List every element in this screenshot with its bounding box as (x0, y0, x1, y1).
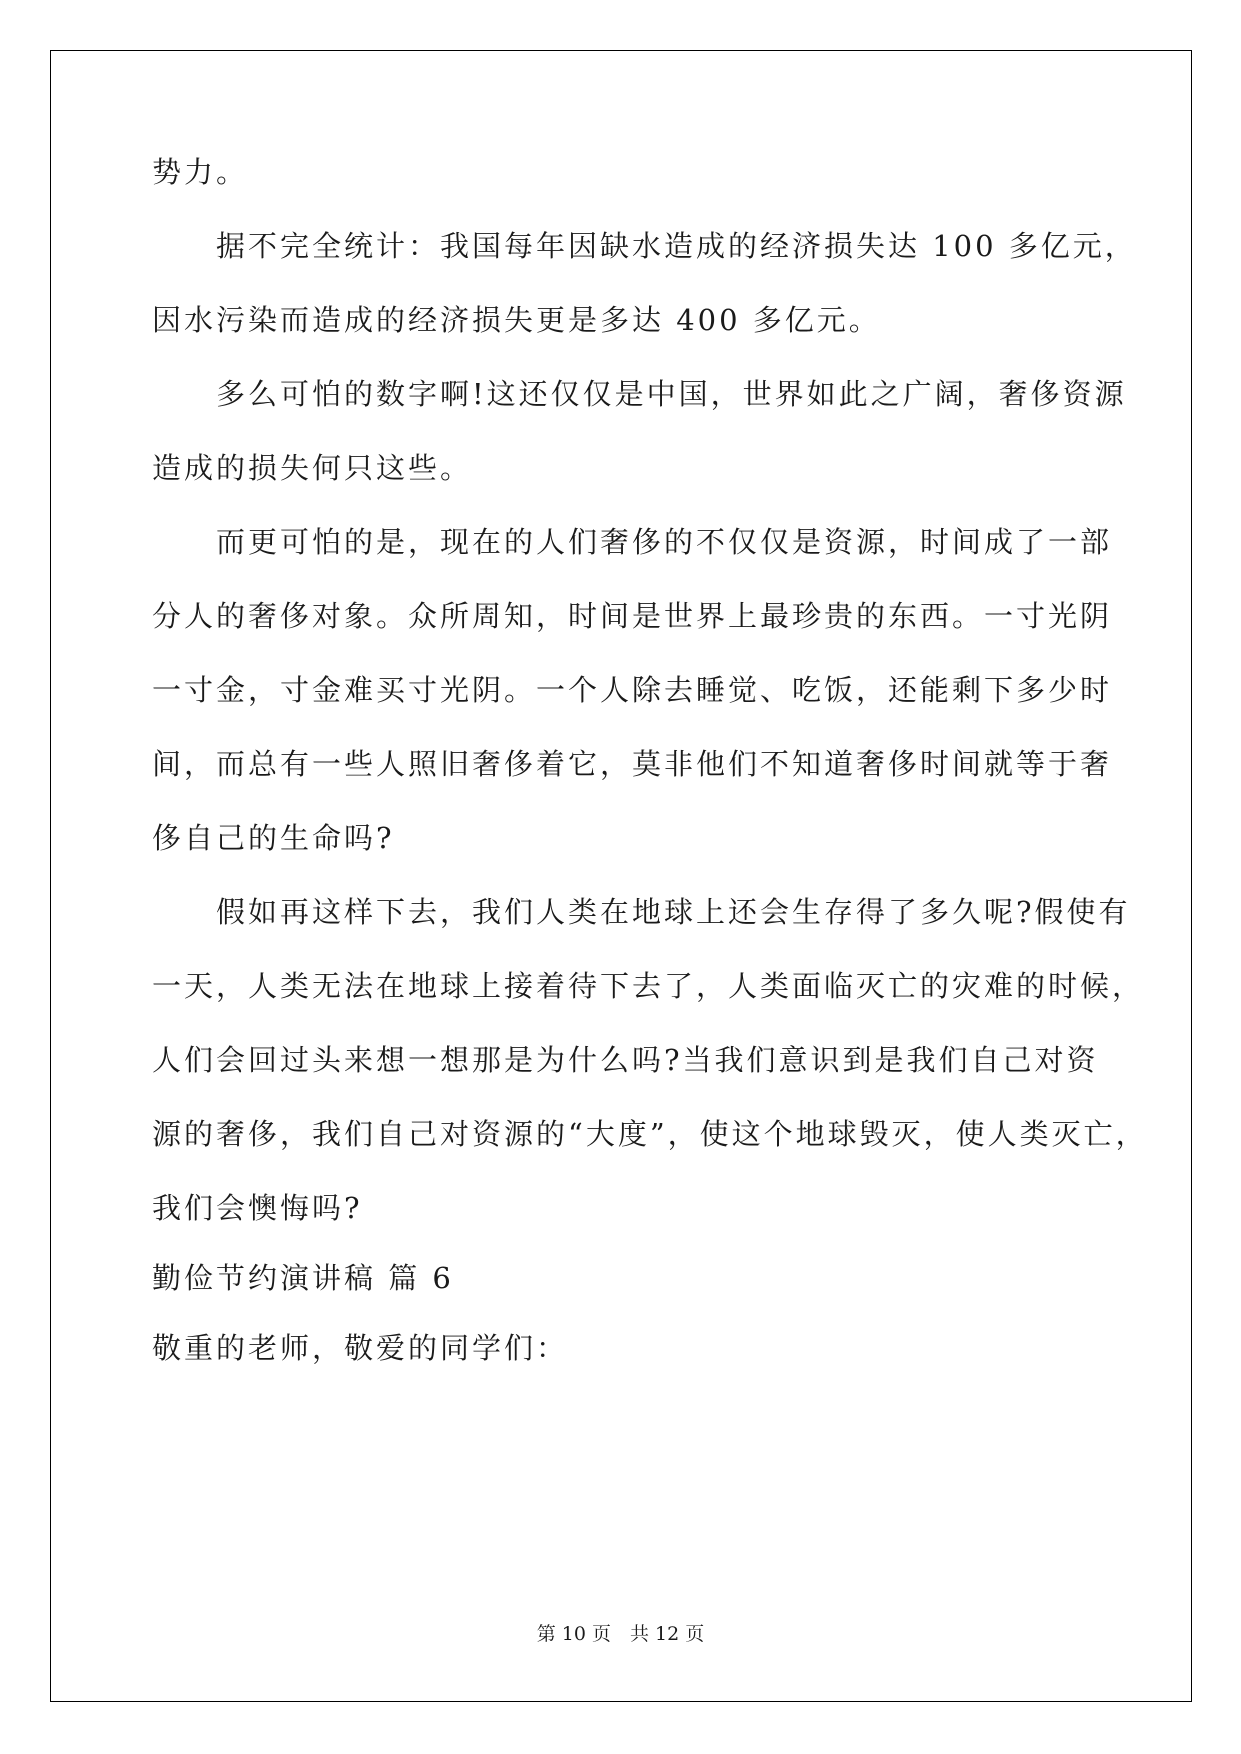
paragraph-line: 间，而总有一些人照旧奢侈着它，莫非他们不知道奢侈时间就等于奢 (152, 747, 1113, 781)
paragraph-line: 人们会回过头来想一想那是为什么吗?当我们意识到是我们自己对资 (152, 1043, 1099, 1077)
paragraph-line: 侈自己的生命吗? (152, 821, 395, 855)
paragraph-line: 我们会懊悔吗? (152, 1191, 363, 1225)
paragraph-line: 据不完全统计：我国每年因缺水造成的经济损失达 100 多亿元， (152, 229, 1137, 263)
paragraph-line: 造成的损失何只这些。 (152, 451, 473, 485)
paragraph-line: 一寸金，寸金难买寸光阴。一个人除去睡觉、吃饭，还能剩下多少时 (152, 673, 1113, 707)
paragraph-line: 假如再这样下去，我们人类在地球上还会生存得了多久呢?假使有 (152, 895, 1131, 929)
page-border (50, 50, 1192, 1702)
paragraph-line: 源的奢侈，我们自己对资源的“大度”，使这个地球毁灭，使人类灭亡， (152, 1117, 1148, 1151)
page-number-footer: 第 10 页 共 12 页 (536, 1623, 705, 1645)
paragraph-line: 一天，人类无法在地球上接着待下去了，人类面临灭亡的灾难的时候， (152, 969, 1145, 1003)
paragraph-line: 分人的奢侈对象。众所周知，时间是世界上最珍贵的东西。一寸光阴 (152, 599, 1113, 633)
paragraph-line: 因水污染而造成的经济损失更是多达 400 多亿元。 (152, 303, 881, 337)
salutation: 敬重的老师，敬爱的同学们： (152, 1331, 569, 1365)
paragraph-line: 多么可怕的数字啊!这还仅仅是中国，世界如此之广阔，奢侈资源 (152, 377, 1127, 411)
section-heading: 勤俭节约演讲稿 篇 6 (152, 1261, 454, 1295)
paragraph-line: 而更可怕的是，现在的人们奢侈的不仅仅是资源，时间成了一部 (152, 525, 1113, 559)
text-line: 势力。 (152, 155, 249, 189)
